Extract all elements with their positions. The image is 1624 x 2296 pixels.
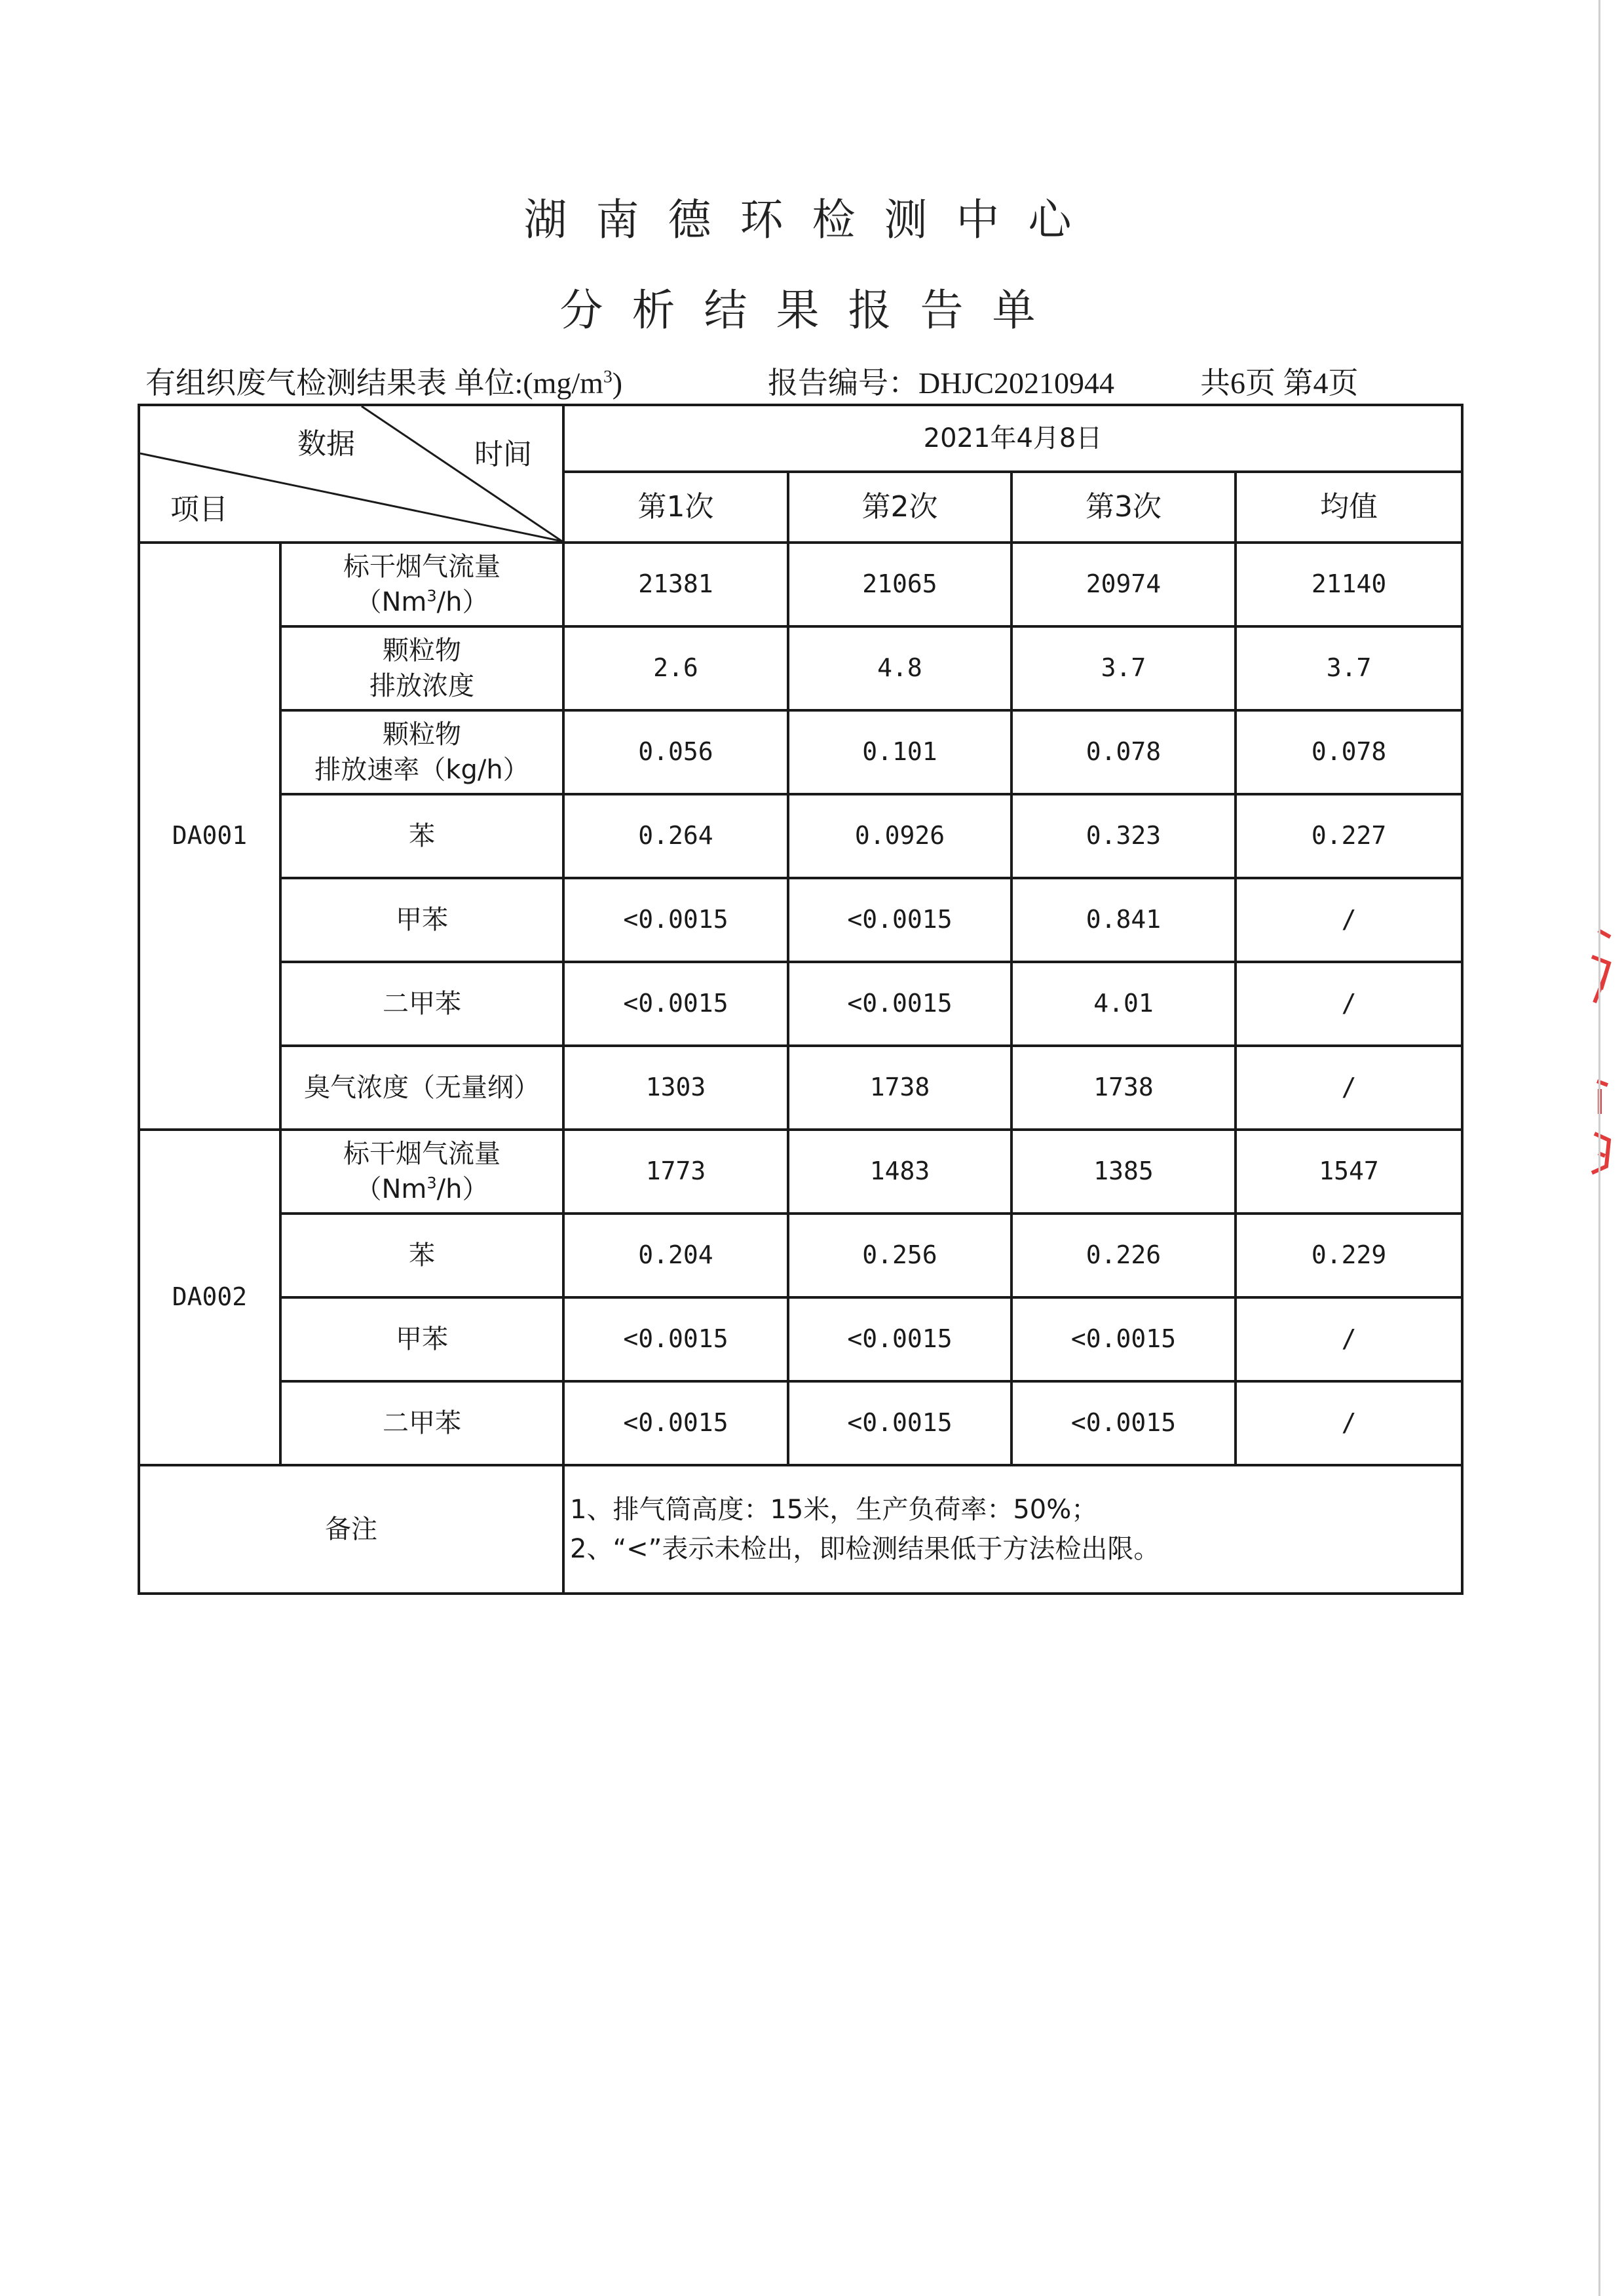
item-name: 甲苯 [396, 905, 448, 935]
value-cell: 4.8 [788, 626, 1011, 710]
value-cell: <0.0015 [563, 1381, 788, 1465]
table-row [139, 1130, 1462, 1214]
item-name: 甲苯 [396, 1324, 448, 1354]
corner-label-data: 数据 [297, 427, 355, 461]
run-header: 第3次 [1011, 472, 1236, 543]
value-cell: 1547 [1236, 1130, 1462, 1214]
value-cell: 1738 [1011, 1046, 1236, 1130]
run-header: 均值 [1236, 472, 1462, 543]
value-cell: 20974 [1011, 543, 1236, 626]
remarks-content [563, 1465, 1462, 1594]
corner-label-time: 时间 [474, 438, 532, 471]
item-name-cell [280, 710, 563, 794]
unit-superscript: 3 [426, 586, 437, 605]
header-corner-cell [139, 405, 563, 543]
table-row [139, 962, 1462, 1046]
value-cell: 3.7 [1236, 626, 1462, 710]
value-cell: 0.101 [788, 710, 1011, 794]
item-name: 标干烟气流量 [343, 1139, 500, 1169]
page-count: 共6页 第4页 [1200, 366, 1359, 400]
value-cell: <0.0015 [788, 1297, 1011, 1381]
item-name-cell [280, 1297, 563, 1381]
report-number: 报告编号：DHJC20210944 [768, 366, 1115, 400]
value-cell: 0.256 [788, 1214, 1011, 1297]
value-cell: 4.01 [1011, 962, 1236, 1046]
table-unit-label: 有组织废气检测结果表 单位$:(mg/m^3)$ [145, 366, 623, 400]
item-subname [282, 752, 562, 788]
value-cell: 0.078 [1236, 710, 1462, 794]
value-cell: 0.226 [1011, 1214, 1236, 1297]
value-cell: 1385 [1011, 1130, 1236, 1214]
item-name: 二甲苯 [383, 989, 461, 1019]
value-cell: 1303 [563, 1046, 788, 1130]
outlet-id-cell: DA001 [139, 543, 280, 1130]
value-cell: 0.264 [563, 794, 788, 878]
item-name: 苯 [409, 1240, 435, 1271]
outlet-id-cell: DA002 [139, 1130, 280, 1465]
item-name: 二甲苯 [383, 1408, 461, 1438]
remark-line: 2、“<”表示未检出，即检测结果低于方法检出限。 [570, 1534, 1160, 1564]
value-cell: / [1236, 1381, 1462, 1465]
table-row [139, 1381, 1462, 1465]
value-cell: <0.0015 [1011, 1297, 1236, 1381]
value-cell: 0.227 [1236, 794, 1462, 878]
item-name: 颗粒物 [383, 636, 461, 666]
value-cell: 21140 [1236, 543, 1462, 626]
item-name-cell [280, 543, 563, 626]
value-cell: 0.0926 [788, 794, 1011, 878]
run-header: 第1次 [563, 472, 788, 543]
item-subname-tail: /h） [436, 587, 489, 617]
value-cell: <0.0015 [563, 878, 788, 962]
item-name-cell [280, 878, 563, 962]
document-title: 分析结果报告单 [559, 285, 1065, 335]
item-subname-text: （Nm [355, 1174, 427, 1204]
table-row [139, 626, 1462, 710]
table-row [139, 1297, 1462, 1381]
table-row [139, 878, 1462, 962]
item-subname [282, 1172, 562, 1207]
remark-line: 1、排气筒高度：15米，生产负荷率：50%； [570, 1495, 1098, 1525]
value-cell: 3.7 [1011, 626, 1236, 710]
scan-edge-line [1598, 0, 1600, 2296]
date-header: 2021年4月8日 [563, 405, 1462, 472]
value-cell: <0.0015 [788, 1381, 1011, 1465]
org-title: 湖南德环检测中心 [523, 195, 1101, 245]
value-cell: 21065 [788, 543, 1011, 626]
value-cell: 0.204 [563, 1214, 788, 1297]
value-cell: 1483 [788, 1130, 1011, 1214]
item-name-cell [280, 1130, 563, 1214]
table-row [139, 710, 1462, 794]
item-name: 颗粒物 [383, 719, 461, 750]
remarks-label: 备注 [139, 1465, 563, 1594]
item-subname-text: 排放浓度 [369, 671, 474, 701]
item-name: 苯 [409, 821, 435, 851]
remarks-row [139, 1465, 1462, 1594]
value-cell: 1738 [788, 1046, 1011, 1130]
item-name: 臭气浓度（无量纲） [304, 1073, 540, 1103]
value-cell: / [1236, 1046, 1462, 1130]
unit-superscript: 3 [426, 1174, 437, 1193]
value-cell: <0.0015 [788, 878, 1011, 962]
corner-label-item: 项目 [170, 493, 228, 526]
value-cell: 0.078 [1011, 710, 1236, 794]
value-cell: / [1236, 962, 1462, 1046]
item-subname-text: （Nm [355, 587, 427, 617]
item-name-cell [280, 1046, 563, 1130]
item-subname [282, 668, 562, 704]
item-name-cell [280, 1214, 563, 1297]
run-header: 第2次 [788, 472, 1011, 543]
value-cell: 1773 [563, 1130, 788, 1214]
item-name-cell [280, 1381, 563, 1465]
table-row [139, 1214, 1462, 1297]
value-cell: 0.841 [1011, 878, 1236, 962]
value-cell: 21381 [563, 543, 788, 626]
value-cell: <0.0015 [563, 962, 788, 1046]
item-name-cell [280, 626, 563, 710]
value-cell: <0.0015 [788, 962, 1011, 1046]
item-subname-text: 排放速率（kg/h） [314, 755, 529, 785]
item-name-cell [280, 794, 563, 878]
value-cell: <0.0015 [1011, 1381, 1236, 1465]
report-meta-line [145, 359, 1462, 405]
value-cell: 0.229 [1236, 1214, 1462, 1297]
item-name-cell [280, 962, 563, 1046]
item-name: 标干烟气流量 [343, 552, 500, 582]
results-table [138, 404, 1463, 1595]
value-cell: <0.0015 [563, 1297, 788, 1381]
value-cell: / [1236, 1297, 1462, 1381]
table-row [139, 543, 1462, 626]
value-cell: / [1236, 878, 1462, 962]
table-row [139, 1046, 1462, 1130]
value-cell: 2.6 [563, 626, 788, 710]
item-subname-tail: /h） [436, 1174, 489, 1204]
item-subname [282, 584, 562, 620]
value-cell: 0.056 [563, 710, 788, 794]
value-cell: 0.323 [1011, 794, 1236, 878]
table-row [139, 794, 1462, 878]
